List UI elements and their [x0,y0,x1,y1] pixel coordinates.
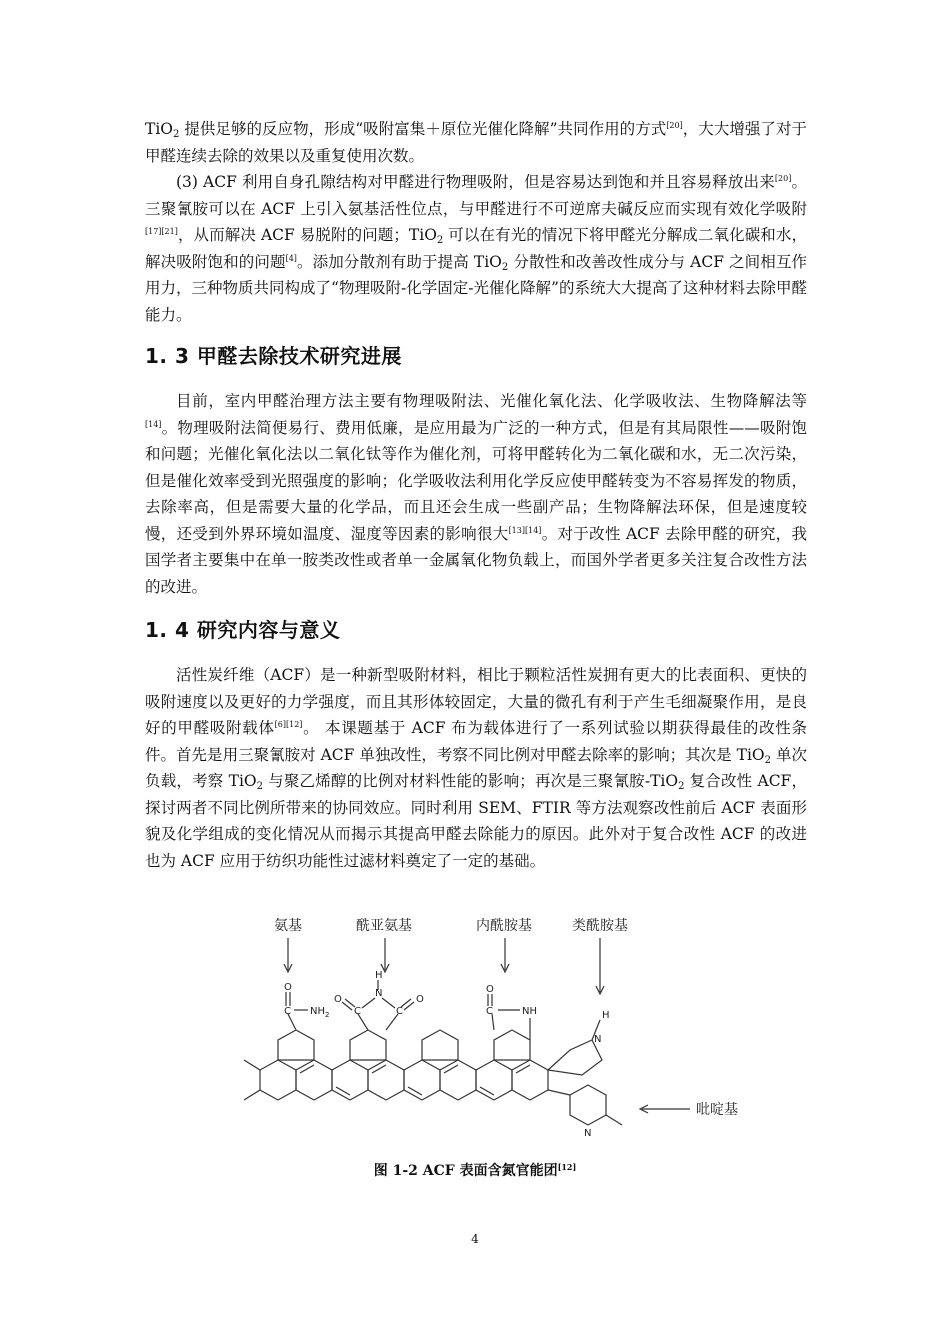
atom-o: O [284,982,292,993]
atom-n: N [594,1034,602,1045]
atom-nh: NH [310,1006,325,1017]
atom-nh: NH [522,1006,537,1017]
figure-labels [274,917,738,1118]
page-number: 4 [471,1232,479,1246]
label-amino: 氨基 [274,918,302,934]
text-span: 提供足够的反应物，形成“吸附富集＋原位光催化降解”共同作用的方式 [179,120,667,138]
atom-c: C [354,1006,361,1017]
paragraph-research-content [145,662,807,874]
paragraph-tio2-continuation [145,116,807,169]
text-span: 。对于改性 ACF 去除甲醛的研究，我国学者主要集中在单一胺类改性或者单一金属氧化物负载上，而国外学者更多关注复合改性方法的改进。 [145,524,807,596]
section-heading-1-4: 1. 4 研究内容与意义 [145,618,341,642]
label-lactam: 内酰胺基 [476,918,532,934]
atom-subscript: 2 [325,1011,330,1019]
label-pyridine: 吡啶基 [696,1102,738,1118]
citation: [4] [285,253,297,263]
text-span: 复合改性 ACF，探讨两者不同比例所带来的协同效应。同时利用 SEM、FTIR 等方法观察改性前后 ACF 表面形貌及化学组成的变化情况从而揭示其提高甲醛去除能力的原因。此外对于复合改性 ACF 的改进也为 ACF 应用于纺织功能性过滤材料奠定了一定的基础。 [145,772,808,870]
citation: [20] [774,174,792,183]
chemical-structure-diagram [230,910,738,1160]
atom-n: N [375,988,383,999]
text-span: 。三聚氰胺可以在 ACF 上引入氨基活性位点，与甲醛进行不可逆席夫碱反应而实现有效化学吸附 [145,173,807,218]
text-span: 活性炭纤维（ACF）是一种新型吸附材料，相比于颗粒活性炭拥有更大的比表面积、更快的吸附速度以及更好的力学强度，而且其形体较固定，大量的微孔有利于产生毛细凝聚作用，是良好的甲醛吸附载体 [145,666,807,737]
subscript: 2 [436,235,444,246]
atom-o: O [486,984,494,995]
text-span: 。物理吸附法简便易行、费用低廉，是应用最为广泛的一种方式，但是有其局限性——吸附饱和问题；光催化氧化法以二氧化钛等作为催化剂，可将甲醛转化为二氧化碳和水，无二次污染，但是催化效率受到光照强度的影响；化学吸收法利用化学反应使甲醛转变为不容易挥发的物质，去除率高，但是需要大量的化学品，而且还会生成一些副产品；生物降解法环保，但是速度较慢，还受到外界环境如温度、湿度等因素的影响很大 [145,418,807,543]
section-heading-1-3: 1. 3 甲醛去除技术研究进展 [145,344,402,368]
atom-c: C [486,1006,493,1017]
text-span: ，大大增强了对于甲醛连续去除的效果以及重复使用次数。 [145,120,807,165]
atom-o: O [334,994,342,1005]
figure-acf-nitrogen-groups [230,910,738,1160]
text-span: 。添加分散剂有助于提高 TiO [296,252,502,271]
subscript: 2 [764,754,772,766]
figure-caption [0,1160,950,1180]
paragraph-acf-point-3 [145,169,807,328]
structure-bonds [244,938,690,1125]
label-amide-like: 类酰胺基 [572,918,628,934]
atom-h: H [375,970,383,981]
atom-h: H [602,1010,610,1021]
citation: [14] [145,419,162,429]
citation: [17][21] [145,227,178,236]
caption-citation: [12] [557,1162,577,1172]
text-span: 单次负载，考察 TiO [145,745,807,790]
caption-text: 图 1-2 ACF 表面含氮官能团 [373,1163,558,1179]
atom-n: N [584,1128,592,1139]
citation: [20] [666,121,683,130]
text-span: 与聚乙烯醇的比例对材料性能的影响；再次是三聚氰胺-TiO [263,772,679,790]
atom-labels [284,970,610,1139]
text-span: 目前，室内甲醛治理方法主要有物理吸附法、光催化氧化法、化学吸收法、生物降解法等 [176,392,807,410]
subscript: 2 [501,261,509,273]
subscript: 2 [256,781,263,792]
paragraph-removal-methods [145,388,807,600]
citation: [6][12] [274,720,303,729]
text-span: 分散性和改善改性成分与 ACF 之间相互作用力，三种物质共同构成了“物理吸附-化学固定-光催化降解”的系统大大提高了这种材料去除甲醛能力。 [145,252,808,324]
text-span: 可以在有光的情况下将甲醛光分解成二氧化碳和水，解决吸附饱和的问题 [145,226,807,271]
subscript: 2 [678,781,685,792]
text-span: 。 本课题基于 ACF 布为载体进行了一系列试验以期获得最佳的改性条件。首先是用三聚氰胺对 ACF 单独改性，考察不同比例对甲醛去除率的影响；其次是 TiO [145,719,807,764]
atom-c: C [284,1006,291,1017]
text-span: ，从而解决 ACF 易脱附的问题；TiO [177,226,437,244]
atom-o: O [416,994,424,1005]
text-span: TiO [145,120,174,138]
text-span: (3) ACF 利用自身孔隙结构对甲醛进行物理吸附，但是容易达到饱和并且容易释放出来 [176,173,775,191]
subscript: 2 [173,129,180,140]
label-imide: 酰亚氨基 [356,918,412,934]
atom-c: C [396,1006,403,1017]
citation: [13][14] [508,525,542,535]
